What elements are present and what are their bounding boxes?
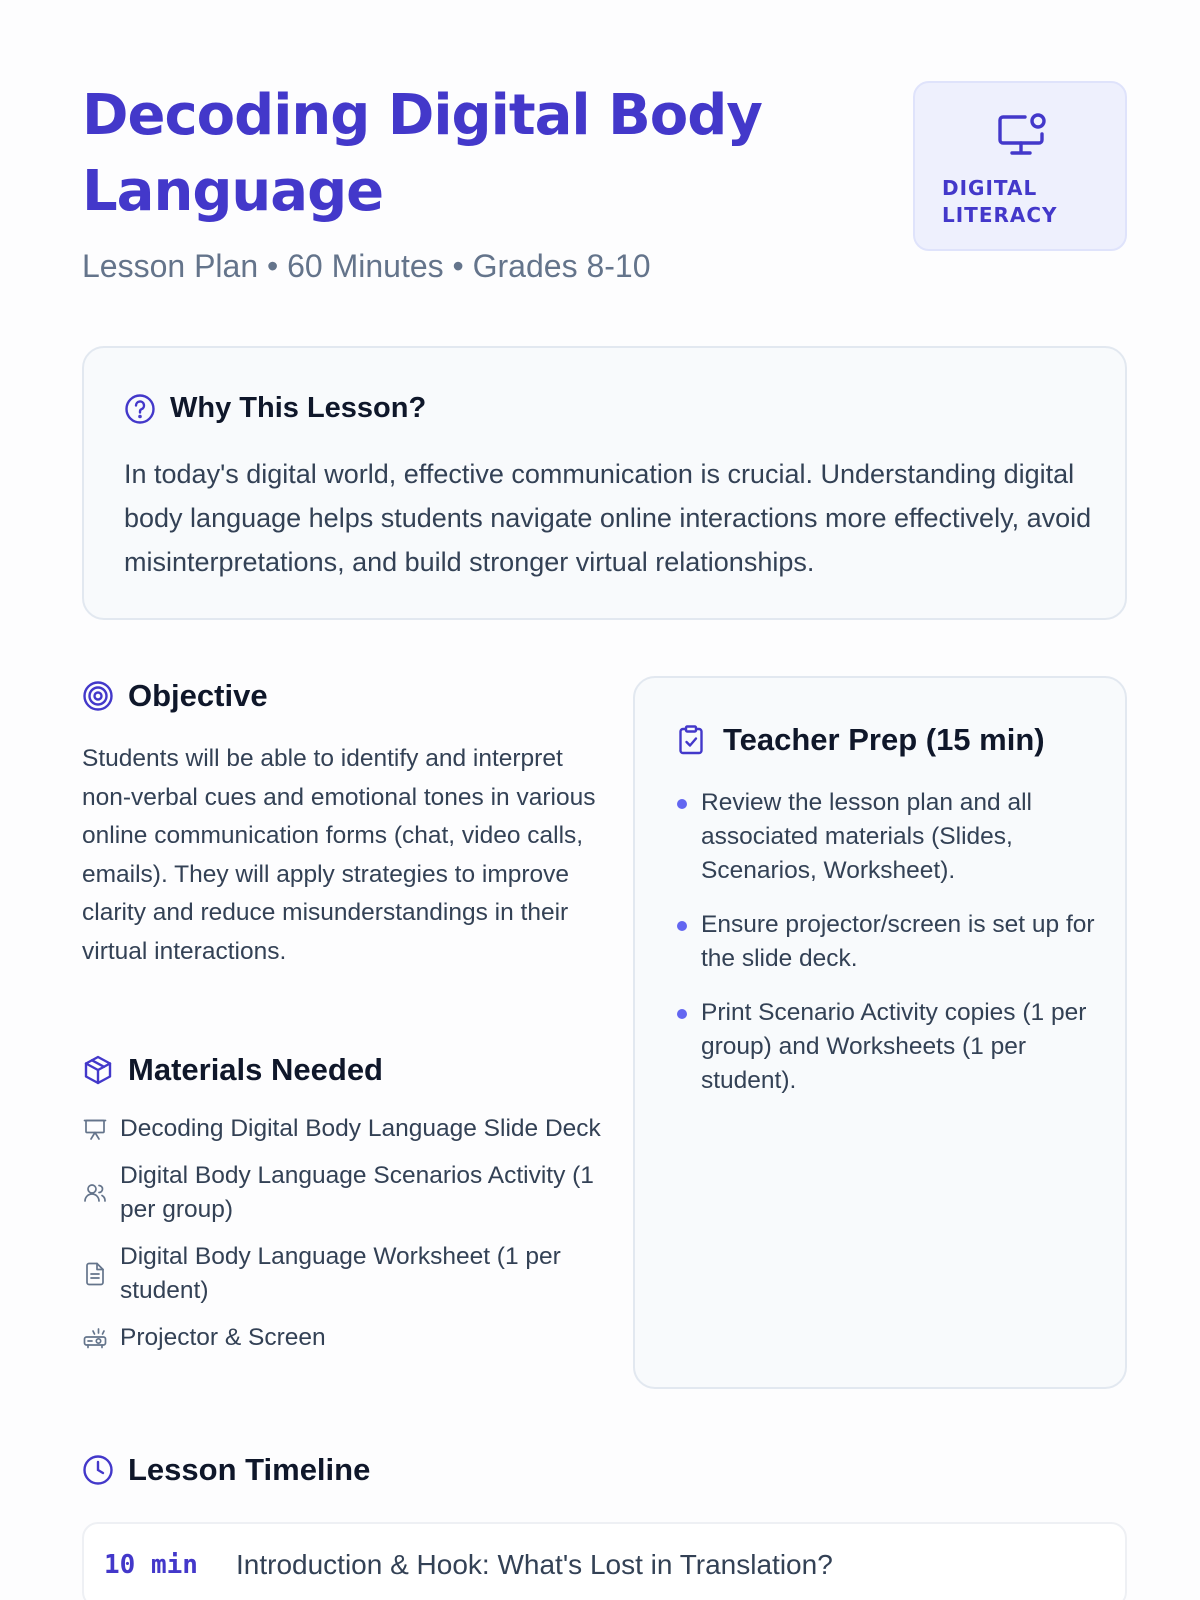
list-item (677, 996, 1097, 1098)
material-label: Decoding Digital Body Language Slide Deck (120, 1115, 601, 1142)
question-circle-icon (124, 393, 156, 425)
prep-item-text: Review the lesson plan and all associated materials (Slides, Scenarios, Worksheet). (701, 789, 1032, 884)
header (82, 78, 812, 286)
materials-list (82, 1112, 602, 1368)
page-title: Decoding Digital Body Language (82, 83, 762, 224)
objective-heading: Objective (128, 678, 268, 713)
material-label: Digital Body Language Scenarios Activity (1 per group) (120, 1162, 594, 1223)
teacher-prep-card (633, 676, 1127, 1389)
bullet-dot (677, 799, 687, 809)
timeline-duration: 10 min (104, 1550, 198, 1580)
materials-heading: Materials Needed (128, 1052, 383, 1087)
projector-icon (82, 1325, 108, 1351)
list-item (82, 1240, 602, 1308)
presentation-icon (82, 1116, 108, 1142)
timeline-activity: Introduction & Hook: What's Lost in Translation? (236, 1549, 833, 1580)
category-badge (913, 81, 1127, 251)
objective-header (82, 678, 268, 714)
list-item (82, 1159, 602, 1227)
why-lesson-heading: Why This Lesson? (170, 392, 427, 424)
teacher-prep-heading: Teacher Prep (15 min) (723, 722, 1045, 757)
list-item (677, 908, 1097, 976)
clock-icon (82, 1454, 114, 1486)
list-item (677, 786, 1097, 888)
list-item (82, 1321, 602, 1355)
bullet-dot (677, 1009, 687, 1019)
why-lesson-text: In today's digital world, effective communication is crucial. Understanding digital body language helps students navigate online interactions more effectively, avoid misinterpretations, and build stronger virtual relationships. (124, 459, 1092, 577)
why-lesson-header (124, 392, 426, 425)
teacher-prep-header (675, 722, 1045, 758)
timeline-row (82, 1522, 1127, 1600)
materials-header (82, 1052, 383, 1088)
list-item (82, 1112, 602, 1146)
target-icon (82, 680, 114, 712)
document-icon (82, 1261, 108, 1287)
material-label: Digital Body Language Worksheet (1 per student) (120, 1243, 561, 1304)
prep-item-text: Ensure projector/screen is set up for the slide deck. (701, 911, 1095, 972)
teacher-prep-list (677, 786, 1097, 1118)
page-subtitle: Lesson Plan • 60 Minutes • Grades 8-10 (82, 248, 651, 284)
why-lesson-card (82, 346, 1127, 620)
users-icon (82, 1180, 108, 1206)
objective-text: Students will be able to identify and interpret non-verbal cues and emotional tones in various online communication forms (chat, video calls, emails). They will apply strategies to improve clarity and reduce misunderstandings in their virtual interactions. (82, 745, 596, 965)
timeline-header (82, 1452, 370, 1488)
material-label: Projector & Screen (120, 1324, 326, 1351)
prep-item-text: Print Scenario Activity copies (1 per group) and Worksheets (1 per student). (701, 999, 1087, 1094)
clipboard-check-icon (675, 724, 707, 756)
bullet-dot (677, 921, 687, 931)
monitor-icon (995, 111, 1051, 159)
timeline-heading: Lesson Timeline (128, 1452, 371, 1487)
package-icon (82, 1054, 114, 1086)
badge-label: DIGITAL LITERACY (942, 176, 1058, 227)
